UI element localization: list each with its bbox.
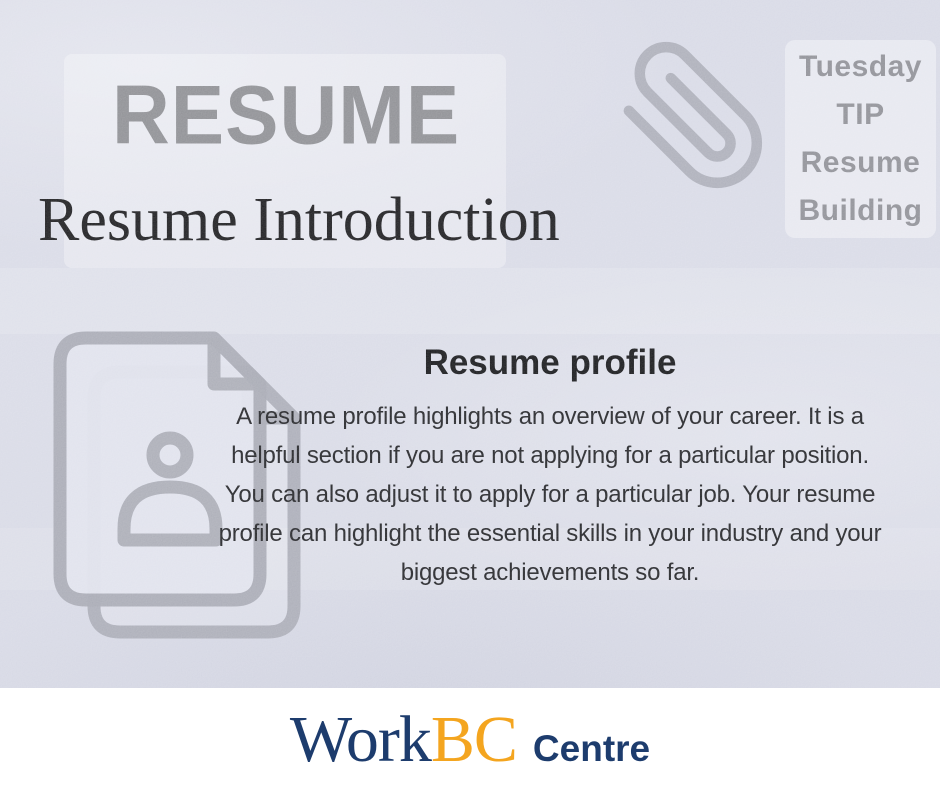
page-title: Resume Introduction [38,186,560,254]
profile-section [165,344,935,592]
brand-bc: BC [430,703,517,776]
resume-watermark: RESUME [112,68,461,162]
background-band [0,268,940,334]
tip-badge [785,40,936,238]
brand-work: Work [289,703,431,776]
tip-line-resume: Resume [800,146,921,179]
profile-body-line: biggest achievements so far. [400,558,700,586]
profile-body [165,397,935,592]
tip-line-day: Tuesday [799,50,922,83]
profile-body-line: helpful section if you are not applying for a particular position. [231,441,869,469]
profile-body-line: A resume profile highlights an overview of your career. It is a [236,402,864,430]
tip-line-tip: TIP [836,98,885,131]
profile-body-line: profile can highlight the essential skills in your industry and your [218,519,882,547]
footer-bar [0,688,940,788]
paperclip-icon [612,38,770,196]
brand-centre: Centre [532,728,651,769]
tip-line-building: Building [798,194,923,227]
profile-body-line: You can also adjust it to apply for a particular job. Your resume [224,480,876,508]
profile-heading: Resume profile [423,343,677,382]
brand-logo [290,702,650,778]
